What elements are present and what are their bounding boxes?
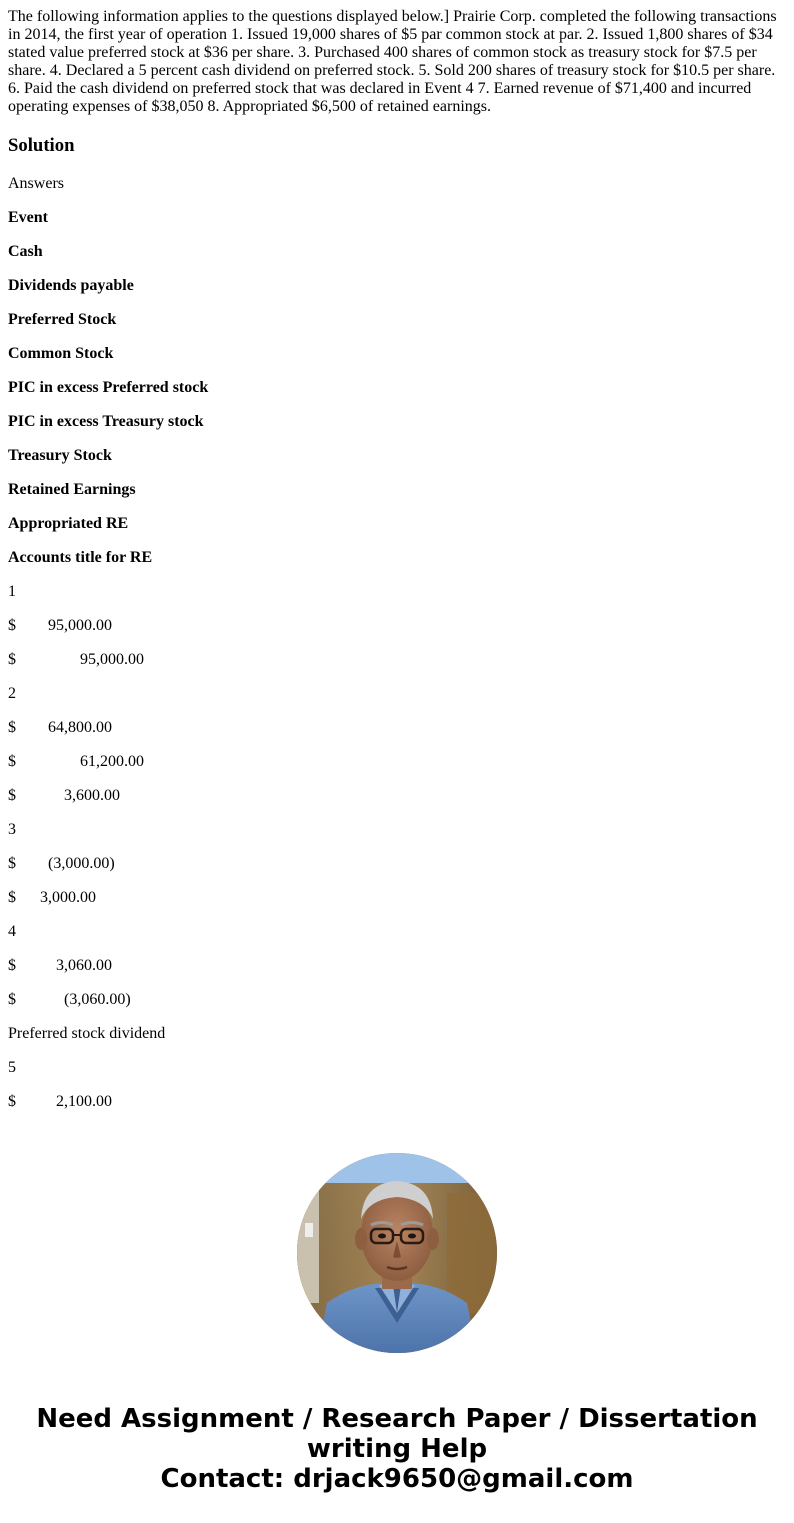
event-number: 4 xyxy=(8,923,16,940)
promo-banner xyxy=(0,1404,794,1494)
header-event: Event xyxy=(8,209,48,226)
header-cash: Cash xyxy=(8,243,43,260)
portrait-image xyxy=(297,1153,497,1353)
banner-line-1: Need Assignment / Research Paper / Dissertation xyxy=(36,1404,758,1434)
cell-value: $ 64,800.00 xyxy=(8,719,112,736)
event-number: 1 xyxy=(8,583,16,600)
banner-contact-line: Contact: drjack9650@gmail.com xyxy=(160,1464,634,1494)
event-number: 5 xyxy=(8,1059,16,1076)
header-appropriated-re: Appropriated RE xyxy=(8,515,129,532)
author-portrait xyxy=(297,1153,497,1353)
account-title: Preferred stock dividend xyxy=(8,1025,166,1042)
cell-value: $ 95,000.00 xyxy=(8,617,112,634)
event-number: 2 xyxy=(8,685,16,702)
cell-value: $ 2,100.00 xyxy=(8,1093,112,1110)
cell-value: $ 61,200.00 xyxy=(8,753,144,770)
cell-value: $ (3,000.00) xyxy=(8,855,115,872)
cell-value: $ 3,600.00 xyxy=(8,787,120,804)
document-body xyxy=(8,8,786,1110)
header-retained-earnings: Retained Earnings xyxy=(8,481,136,498)
banner-line-2: writing Help xyxy=(306,1434,488,1464)
header-dividends-payable: Dividends payable xyxy=(8,277,134,294)
header-accounts-title: Accounts title for RE xyxy=(8,549,153,566)
event-number: 3 xyxy=(8,821,16,838)
cell-value: $ 95,000.00 xyxy=(8,651,144,668)
cell-value: $ 3,000.00 xyxy=(8,889,96,906)
answers-label: Answers xyxy=(8,175,64,192)
cell-value: $ 3,060.00 xyxy=(8,957,112,974)
header-pic-treasury: PIC in excess Treasury stock xyxy=(8,413,204,430)
problem-statement: The following information applies to the questions displayed below.] Prairie Corp. completed the following transactions in 2014, the first year of operation 1. Issued 19,000 shares of $5 par common stock at par. 2. Issued 1,800 shares of $34 stated value preferred stock at $36 per share. 3. Purchased 400 shares of common stock as treasury stock for $7.5 per share. 4. Declared a 5 percent cash dividend on preferred stock. 5. Sold 200 shares of treasury stock for $10.5 per share. 6. Paid the cash dividend on preferred stock that was declared in Event 4 7. Earned revenue of $71,400 and incurred operating expenses of $38,050 8. Appropriated $6,500 of retained earnings. xyxy=(8,8,777,115)
cell-value: $ (3,060.00) xyxy=(8,991,131,1008)
header-preferred-stock: Preferred Stock xyxy=(8,311,117,328)
header-pic-preferred: PIC in excess Preferred stock xyxy=(8,379,209,396)
header-treasury-stock: Treasury Stock xyxy=(8,447,112,464)
header-common-stock: Common Stock xyxy=(8,345,114,362)
solution-heading: Solution xyxy=(8,135,75,156)
